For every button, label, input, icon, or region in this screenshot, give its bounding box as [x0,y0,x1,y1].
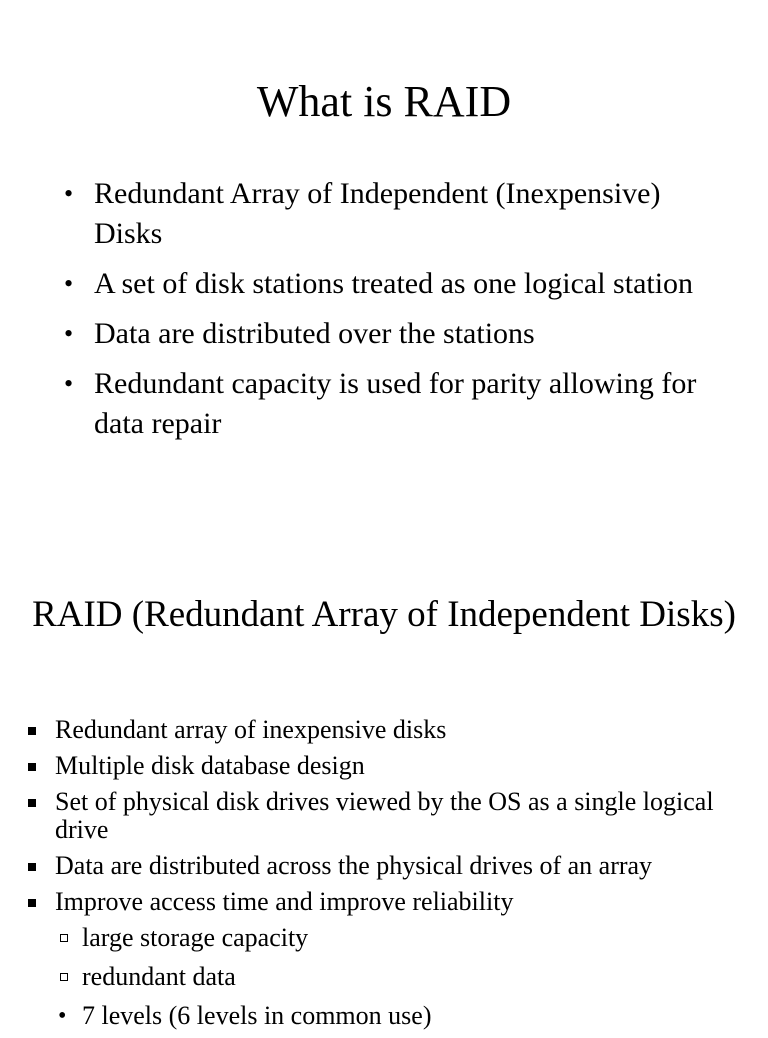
hollow-square-bullet-icon [60,934,68,942]
bullet-list [64,174,724,454]
list-item [64,174,724,254]
bullet-dot-icon: • [58,1003,67,1029]
square-bullet-icon [28,799,36,807]
bullet-text: large storage capacity [82,923,309,952]
bullet-text: Redundant capacity is used for parity allowing for data repair [94,367,697,440]
list-item [24,1002,744,1030]
bullet-list [24,716,744,1038]
bullet-text: Set of physical disk drives viewed by the OS as a single logical drive [55,787,714,844]
bullet-text: Data are distributed over the stations [94,317,535,350]
bullet-dot-icon: • [64,269,74,298]
bullet-text: 7 levels (6 levels in common use) [82,1001,432,1030]
slide-raid-definition [0,540,768,1030]
square-bullet-icon [28,727,36,735]
list-item [64,364,724,444]
bullet-text: Redundant Array of Independent (Inexpensive) Disks [94,177,661,250]
list-item [24,752,744,780]
slide-title: What is RAID [256,77,512,126]
bullet-text: Data are distributed across the physical drives of an array [55,851,653,880]
bullet-text: Multiple disk database design [55,751,365,780]
bullet-text: Improve access time and improve reliability [55,887,514,916]
list-item [24,852,744,880]
bullet-text: redundant data [82,962,236,991]
bullet-text: Redundant array of inexpensive disks [55,715,447,744]
bullet-dot-icon: • [64,369,74,398]
bullet-dot-icon: • [64,319,74,348]
list-item [24,888,744,916]
sub-list-item [24,924,744,952]
list-item [64,264,724,304]
sub-list-item [24,963,744,991]
hollow-square-bullet-icon [60,973,68,981]
list-item [24,716,744,744]
square-bullet-icon [28,763,36,771]
list-item [24,788,744,844]
list-item [64,314,724,354]
slide-title: RAID (Redundant Array of Independent Disks) [32,594,736,635]
bullet-dot-icon: • [64,179,74,208]
square-bullet-icon [28,899,36,907]
bullet-text: A set of disk stations treated as one logical station [94,267,694,300]
square-bullet-icon [28,863,36,871]
